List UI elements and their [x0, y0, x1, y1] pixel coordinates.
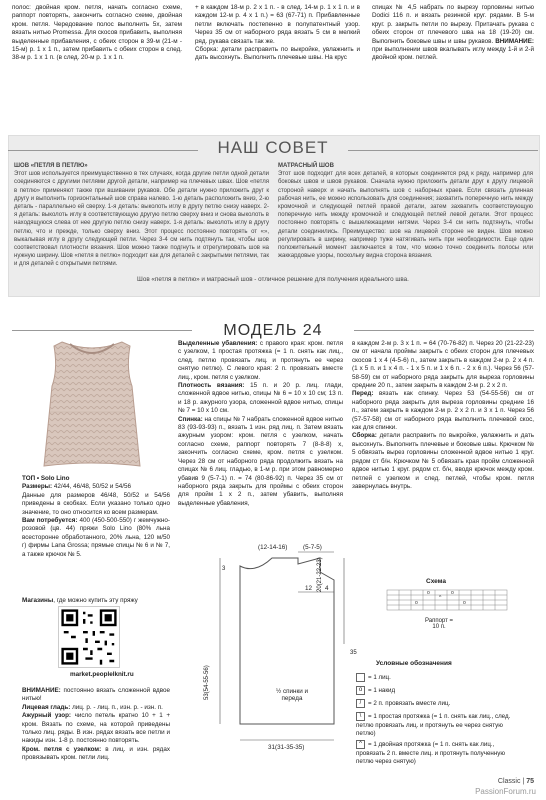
legend-item: \ = 1 простая протяжка (= 1 п. снять как лиц., след. петлю провязать лиц. и протянуть ее через снятую петлю)	[356, 713, 511, 737]
schema-title: Схема	[426, 578, 447, 585]
schema-rapport: Раппорт = 10 п.	[424, 618, 454, 630]
model-instructions: ВНИМАНИЕ: постоянно вязать сложенной вдвое нитью! Лицевая гладь: лиц. р. - лиц. п., изн. р. - изн. п. Ажурный узор: число петель кратно 10 + 1 + кром. Вязать по схеме, на которой приведены только лиц. ряды. В изн. рядах вязать все петли и накиды изн. 1-8 р. постоянно повторять. Кром. петля с узелком: в лиц. и изн. рядах провязывать кром. петли лиц.	[22, 687, 171, 762]
dim-h3: 3	[222, 566, 226, 572]
article-column-1: полос: двойная кром. петля, начать согласно схеме, раппорт повторять, закончить согласно схеме, двойная кром. петля. Чередование полос выполнить 5х, затем вязать нитью Promessa. Для скосов прибавить, выполняя выделенные прибавления, с обеих сторон в 39-м (21-м - 15-м) р. 1 х 1 п., затем прибавить с обеих сторон в след. 38-м р. 1 х 1 п. (в след. 20-м р. 1 х 1 п.	[12, 4, 182, 62]
top-photo	[22, 340, 162, 470]
schema-grid	[382, 588, 512, 614]
tip-column-left: ШОВ «ПЕТЛЯ В ПЕТЛЮ» Этот шов используется преимущественно в тех случаях, когда другие петли одной детали соединяются с другими петлями другой детали, например на плечевых швах. Шов «петля в петлю» применяют также при вшивании рукавов. Обе детали нужно приложить друг к другу и выполнить горизонтальный шов справа налево. 1-ю деталь расположить вниз, 2-ю деталь - параллельно ей сверху. 1-я деталь: выколоть иглу в другу петлю снизу наверх. 2-я деталь: выколоть иглу в соответствующую другую петлю сверху вниз и снова выколоть в находящуюся слева от нее другую петлю снизу наверх. 1-я деталь: выколоть иглу в другу петлю, что и прежде, только сверху вниз. Этот процесс постоянно повторять от «», выкалывая иглу в другу следующей петли. Через 3-4 см нить подтянуть так, чтобы шов соответствовал плотности вязания. Шов можно также подгнуть и отрегулировать шов на нужную ширину. Шов «петля в петлю» подходит как для деталей с закрытыми петлями, так и для деталей с открытыми петлями.	[14, 163, 269, 268]
dim-w2: 4	[325, 585, 329, 592]
svg-text:o: o	[427, 590, 430, 596]
svg-text:o: o	[415, 600, 418, 606]
legend-title: Условные обозначения	[376, 660, 452, 667]
pattern-diagram	[200, 544, 348, 776]
legend-item: = 1 лиц.	[356, 673, 516, 683]
svg-text:o: o	[451, 590, 454, 596]
dim-w1: 12	[305, 585, 313, 592]
dim-top: (12-14-16)	[258, 544, 288, 551]
qr-code[interactable]	[58, 606, 120, 668]
model-column-2: Выделенные убавления: с правого края: кром. петля с узелком, 1 простая протяжка (= 1 п. снять как лиц., след. петлю провязать лиц. и протянуть ее через снятую петлю). С левого края: 2 п. провязать вместе лиц., кром. петля с узелком. Плотность вязания: 15 п. и 20 р. лиц. глади, сложенной вдвое нитью, спицы № 6 = 10 х 10 см; 13 п. и 18 р. ажурного узора, сложенной вдвое нитью, спицы № 7 = 10 х 10 см. Спинка: на спицы № 7 набрать сложенной вдвое нитью 83 (93-93-93) п., вязать 1 изн. ряд лиц. п. Затем вязать ажурным узором: кром. петля с узелком, начать согласно схеме, раппорт повторять 7 (8-8-8) х, закончить согласно схеме, кром. петля с узелком. Через 28 см от наборного ряда продолжить вязать на спицах № 6 лиц. гладью, в 1-м р. при этом равномерно убавив 9 (5-7-1) п. = 74 (80-86-92) п. Через 35 см от наборного ряда закрыть для проймы с обеих сторон для пройм 1 х 2 п., затем убавить, выполняя выделенные убавления,	[178, 340, 344, 507]
model-column-3: в каждом 2-м р. 3 х 1 п. = 64 (70-76-82) п. Через 20 (21-22-23) см от начала проймы закрыть с обеих сторон для плечевых скосов 1 х 4 (4-5-6) п., затем закрыть в каждом 2-м р. 2 х 4 п. (1 х 5 п. и 1 х 4 п. - 1 х 5 п. и 1 х 6 п. - 2 х 6 п.). Через 56 (57-58-59) см от наборного ряда закрыть для выреза горловины средние 20 п., затем закрыть в каждом 2-м р. 2 х 2 п. Перед: вязать как спинку. Через 53 (54-55-56) см от наборного ряда закрыть для выреза горловины средние 16 п., затем закрыть в каждом 2-м р. 2 х 2 п. и 3 х 1 п. Через 56 (57-57-58) см от наборного ряда выполнить плечевой скос, как для спинки. Сборка: детали расправить по выкройке, увлажнить и дать высохнуть. Выполнить плечевые и боковые швы. Крючком № 5 обвязать вырез горловины сложенной вдвое нитью 1 круг. рядом ст б/н. Крючком № 5 обвязать края пройм сложенной вдвое нитью 1 круг. рядом ст. б/н, вводя крючок между кром. петлей с узелком и след. петлей, чтобы кром. петля завернулась внутрь.	[352, 340, 535, 490]
dim-top2: (5-7-5)	[303, 544, 322, 551]
model-info: ТОП • Solo Lino Размеры: 42/44, 46/48, 50/52 и 54/56 Данные для размеров 46/48, 50/52 и 54/56 приведены в скобках. Если указано только одно значение, то оно относится ко всем размерам. Вам потребуется: 400 (450-500-550) г жемчужно-розовой (цв. 44) пряжи Solo Lino (80% льна всесторонне обработанного, 20% льна, 120 м/50 г) фирмы Lana Grossa; прямые спицы № 6 и № 7, а также крючок № 5.	[22, 475, 170, 558]
tip-title: НАШ СОВЕТ	[217, 138, 329, 157]
tip-header	[8, 135, 538, 159]
dim-h4: 35	[350, 650, 357, 656]
legend-item: o = 1 накид	[356, 686, 516, 696]
shop-link[interactable]: market.peoplelknit.ru	[70, 671, 134, 678]
pattern-label: ½ спинки и переда	[275, 688, 309, 702]
article-column-3: спицах № 4,5 набрать по вырезу горловины нитью Dodici 116 п. и вязать резинкой круг. рядами. В 5-м круг. р. закрыть петли по вырезу. Притачать рукава с обеих сторон от плечевого шва на 18 (19-20) см. Выполнить боковые швы и швы рукавов. ВНИМАНИЕ: при выполнении швов вкалывать иглу между 1-й и 2-й двойной кром. петлей.	[372, 4, 534, 62]
legend-item: ^ = 1 двойная протяжка (= 1 п. снять как лиц., провязать 2 п. вместе лиц. и протянуть полученную петлю через снятую)	[356, 741, 505, 765]
svg-text:^: ^	[439, 595, 442, 601]
tip-column-right: МАТРАСНЫЙ ШОВ Этот шов подходит для всех деталей, в которых соединяется ряд к ряду, например для боковых швов и швов рукавов. Сначала нужно приложить детали друг к другу лицевой стороной наверх и начать выполнять шов с наборных краев. Если связать длинная рабочая нить, ее можно использовать для соединения; захватить поперечную нить между кромочной и следующей петлей правой детали, затем захватить соответствующую поперечную нить между кромочной и следующей петлей левой детали. Этот процесс постоянно повторять с вышележащими нитями. Через 3-4 см нить подтянуть, чтобы детали соединились. Преимущество: шов на лицевой стороне не виден. Шов можно регулировать в ширину, например туже натягивать нить при необходимости. Еще один положительный момент заключается в том, что можно точно соединить полосы или жаккардовые узоры, поскольку видна сторона вязания.	[278, 163, 533, 260]
model-title: МОДЕЛЬ 24	[223, 322, 323, 339]
article-column-2: + в каждом 18-м р. 2 х 1 п. - в след. 14-м р. 1 х 1 п. и в каждом 12-м р. 4 х 1 п.) = 63 (67-71) п. Прибавленные петли включать постепенно в полупатентный узор. Через 35 см от наборного ряда вязать 5 см в мелкий ряд. рукава связать так же. Сборка: детали расправить по выкройке, увлажнить и дать высохнуть. Выполнить плечевые швы. На крус	[195, 4, 360, 62]
tip-caption: Шов «петля в петлю» и матрасный шов - отличное решение для получения идеального шва.	[137, 276, 409, 283]
svg-text:o: o	[463, 600, 466, 606]
dim-bottom: 31(31-35-35)	[268, 744, 305, 751]
page-footer: Classic | 75	[497, 778, 534, 785]
shops-label: Магазины, где можно купить эту пряжу	[22, 597, 138, 604]
legend-item: / = 2 п. провязать вместе лиц.	[356, 699, 516, 709]
dim-h2: 53(54-55-56)	[204, 665, 210, 700]
watermark: PassionForum.ru	[475, 787, 536, 796]
dim-h1: 20(21-22-23)	[317, 557, 323, 592]
